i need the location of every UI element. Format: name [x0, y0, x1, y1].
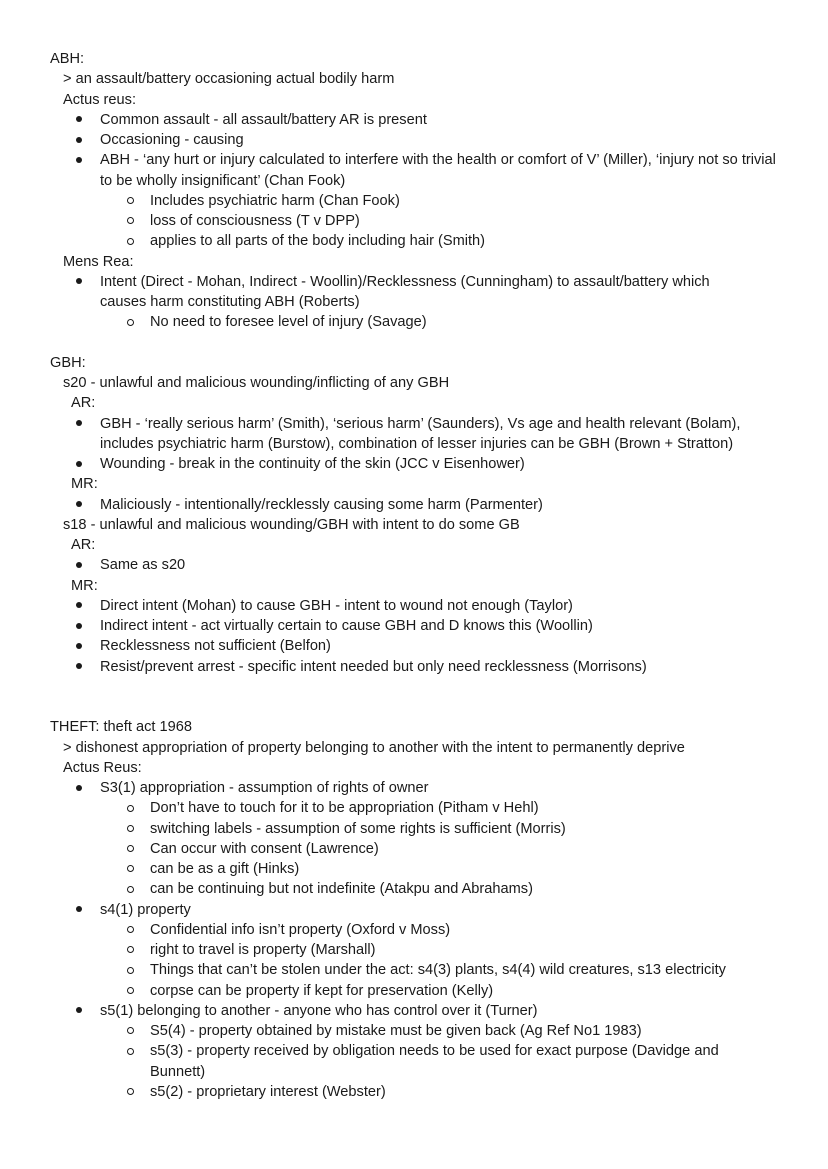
subheading-actus-reus: Actus reus: [63, 91, 136, 108]
sub-list-item: S5(4) - property obtained by mistake must be given back (Ag Ref No1 1983) [0, 1021, 828, 1041]
sub-list-item: s5(3) - property received by obligation needs to be used for exact purpose (Davidge and Bunnett) [0, 1041, 770, 1082]
subheading-ar: AR: [71, 395, 96, 412]
hollow-bullet-icon [127, 1021, 134, 1041]
definition: > dishonest appropriation of property belonging to another with the intent to permanently deprive [63, 739, 685, 756]
bullet-icon [76, 272, 82, 292]
hollow-bullet-icon [127, 1082, 134, 1102]
hollow-bullet-icon [127, 191, 134, 211]
hollow-bullet-icon [127, 920, 134, 940]
bullet-icon [76, 657, 82, 677]
list-item: Indirect intent - act virtually certain to cause GBH and D knows this (Woollin) [0, 616, 828, 636]
sub-list-item: right to travel is property (Marshall) [0, 940, 828, 960]
subheading-ar: AR: [71, 537, 96, 553]
sub-list-item: s5(2) - proprietary interest (Webster) [0, 1082, 828, 1102]
bullet-icon [76, 778, 82, 798]
offence-title-s18: s18 - unlawful and malicious wounding/GBH with intent to do some GB [63, 516, 520, 533]
spacer [0, 677, 828, 697]
hollow-bullet-icon [127, 312, 134, 332]
bullet-icon [76, 150, 82, 170]
offence-title-s20: s20 - unlawful and malicious wounding/inflicting of any GBH [63, 375, 450, 391]
list-item: Resist/prevent arrest - specific intent needed but only need recklessness (Morrisons) [0, 657, 828, 677]
bullet-icon [76, 636, 82, 656]
section-gbh [0, 353, 828, 677]
list-item-appropriation: S3(1) appropriation - assumption of rights of owner [0, 778, 828, 798]
hollow-bullet-icon [127, 981, 134, 1001]
sub-list-item: Includes psychiatric harm (Chan Fook) [0, 191, 828, 211]
sub-list-item: Things that can’t be stolen under the act: s4(3) plants, s4(4) wild creatures, s13 electricity [0, 960, 828, 980]
sub-list-item: can be as a gift (Hinks) [0, 859, 828, 879]
list-item-belonging: s5(1) belonging to another - anyone who has control over it (Turner) [0, 1001, 828, 1021]
bullet-icon [76, 110, 82, 130]
bullet-icon [76, 900, 82, 920]
sub-list-item: corpse can be property if kept for preservation (Kelly) [0, 981, 828, 1001]
definition: > an assault/battery occasioning actual bodily harm [63, 71, 395, 88]
bullet-icon [76, 555, 82, 575]
sub-list-item: can be continuing but not indefinite (Atakpu and Abrahams) [0, 879, 828, 899]
document-page [0, 49, 828, 1102]
sub-list-item: loss of consciousness (T v DPP) [0, 211, 828, 231]
sub-list-item: Confidential info isn’t property (Oxford v Moss) [0, 920, 828, 940]
list-item: Wounding - break in the continuity of the skin (JCC v Eisenhower) [0, 454, 828, 474]
spacer [0, 333, 828, 353]
section-abh [0, 49, 828, 333]
bullet-icon [76, 596, 82, 616]
list-item: GBH - ‘really serious harm’ (Smith), ‘serious harm’ (Saunders), Vs age and health relevant (Bolam), includes psychiatric harm (Burstow), combination of lesser injuries can be GBH (Brown + Stratton) [0, 414, 790, 455]
sub-list-item: switching labels - assumption of some rights is sufficient (Morris) [0, 819, 828, 839]
bullet-icon [76, 616, 82, 636]
subheading-mens-rea: Mens Rea: [63, 253, 134, 270]
list-item: Recklessness not sufficient (Belfon) [0, 636, 828, 656]
section-theft [0, 717, 828, 1102]
list-item: Intent (Direct - Mohan, Indirect - Woollin)/Recklessness (Cunningham) to assault/battery which causes harm constituting ABH (Roberts) [0, 272, 750, 313]
section-heading: ABH: [50, 51, 85, 67]
sub-list-item: No need to foresee level of injury (Savage) [0, 312, 828, 332]
list-item: Same as s20 [0, 555, 828, 575]
subheading-mr: MR: [71, 476, 98, 493]
list-item: Common assault - all assault/battery AR is present [0, 110, 828, 130]
bullet-icon [76, 414, 82, 434]
list-item: Maliciously - intentionally/recklessly causing some harm (Parmenter) [0, 495, 828, 515]
hollow-bullet-icon [127, 1041, 134, 1061]
hollow-bullet-icon [127, 231, 134, 251]
hollow-bullet-icon [127, 940, 134, 960]
list-item-property: s4(1) property [0, 900, 828, 920]
sub-list-item: applies to all parts of the body including hair (Smith) [0, 231, 828, 251]
hollow-bullet-icon [127, 859, 134, 879]
spacer [0, 697, 828, 717]
bullet-icon [76, 495, 82, 515]
section-heading: THEFT: theft act 1968 [50, 719, 192, 736]
subheading-actus-reus: Actus Reus: [63, 759, 142, 776]
sub-list-item: Can occur with consent (Lawrence) [0, 839, 828, 859]
hollow-bullet-icon [127, 960, 134, 980]
hollow-bullet-icon [127, 819, 134, 839]
hollow-bullet-icon [127, 211, 134, 231]
hollow-bullet-icon [127, 839, 134, 859]
list-item: Direct intent (Mohan) to cause GBH - intent to wound not enough (Taylor) [0, 596, 828, 616]
bullet-icon [76, 130, 82, 150]
hollow-bullet-icon [127, 879, 134, 899]
list-item: Occasioning - causing [0, 130, 828, 150]
sub-list-item: Don’t have to touch for it to be appropriation (Pitham v Hehl) [0, 798, 828, 818]
bullet-icon [76, 454, 82, 474]
section-heading: GBH: [50, 354, 86, 371]
hollow-bullet-icon [127, 798, 134, 818]
subheading-mr: MR: [71, 577, 98, 594]
list-item: ABH - ‘any hurt or injury calculated to interfere with the health or comfort of V’ (Miller), ‘injury not so trivial to be wholly insignificant’ (Chan Fook) [0, 150, 780, 191]
bullet-icon [76, 1001, 82, 1021]
